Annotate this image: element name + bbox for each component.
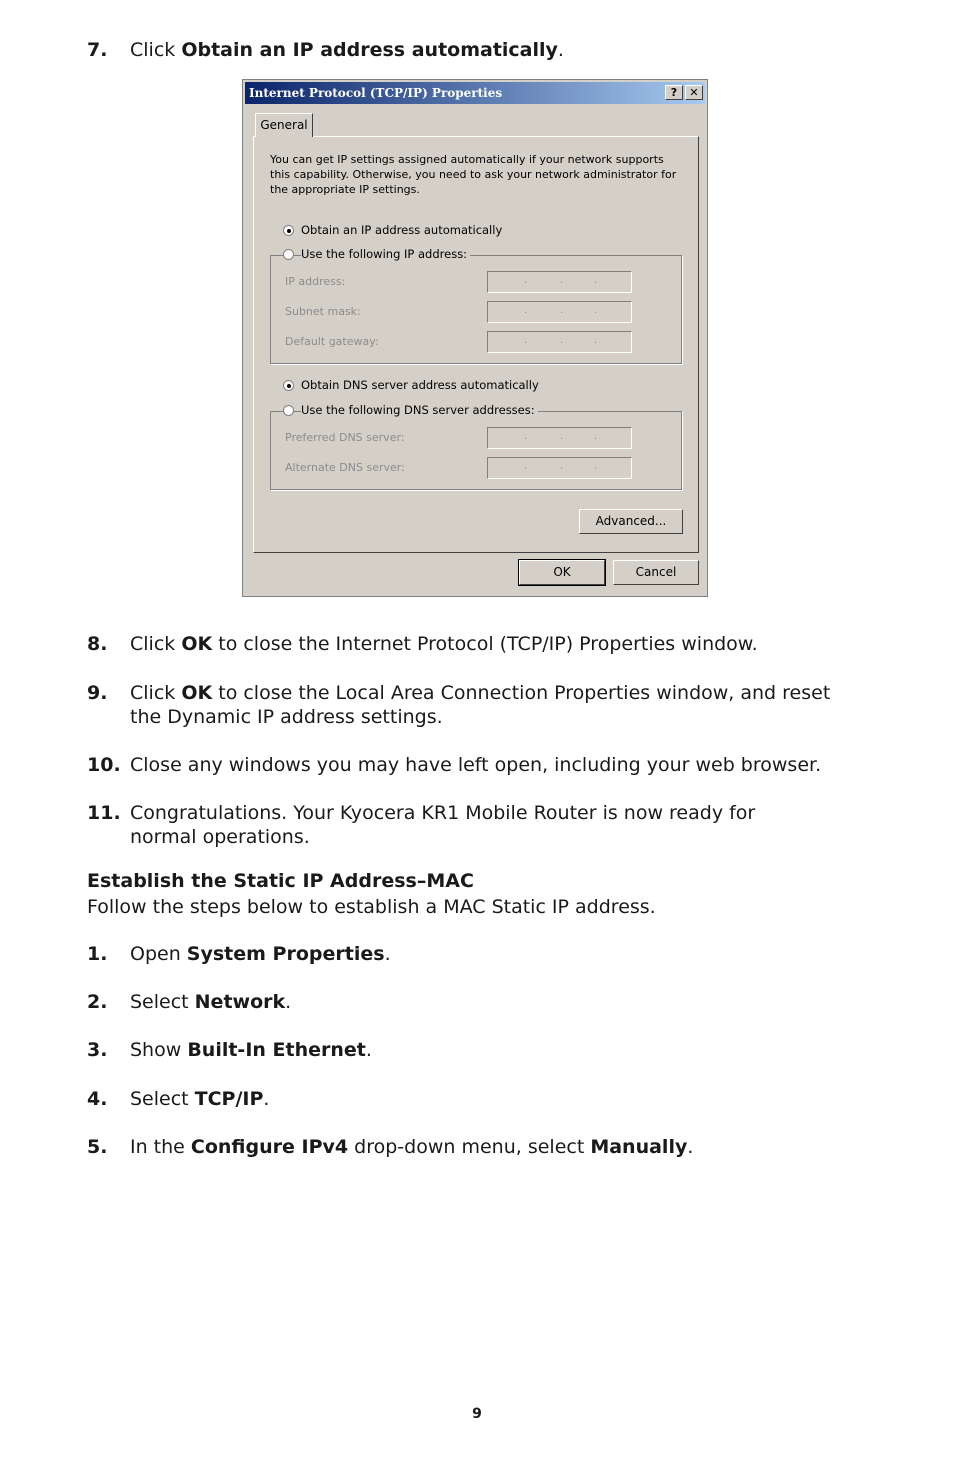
alternate-dns-label: Alternate DNS server: [285,461,405,474]
tab-general[interactable]: General [255,113,313,137]
use-dns-label[interactable]: Use the following DNS server addresses: [301,403,538,417]
step-text: Show Built-In Ethernet. [130,1039,372,1061]
dialog-intro-text: You can get IP settings assigned automatically if your network supports this capability. Otherwise, you need to ask your network administrator for the appropriate IP settings. [270,153,677,196]
obtain-dns-label[interactable]: Obtain DNS server address automatically [301,378,542,392]
default-gateway-label: Default gateway: [285,335,379,348]
step-number: 1. [87,943,108,965]
step-number: 4. [87,1088,108,1110]
step-number: 3. [87,1039,108,1061]
preferred-dns-label: Preferred DNS server: [285,431,405,444]
default-gateway-field[interactable]: . . . [487,331,632,353]
step-text: Select Network. [130,991,292,1013]
obtain-ip-radio[interactable] [283,225,294,236]
advanced-button[interactable]: Advanced... [579,509,683,534]
step-number: 8. [87,633,108,655]
section-intro: Follow the steps below to establish a MAC Static IP address. [87,896,656,918]
use-dns-radio[interactable] [283,405,294,416]
dialog-titlebar [245,82,705,104]
step-text: Select TCP/IP. [130,1088,270,1110]
step-number: 5. [87,1136,108,1158]
cancel-button[interactable]: Cancel [613,560,699,585]
tcpip-properties-dialog [242,79,708,597]
subnet-mask-field[interactable]: . . . [487,301,632,323]
step-number: 2. [87,991,108,1013]
step-text: Open System Properties. [130,943,391,965]
preferred-dns-field[interactable]: . . . [487,427,632,449]
page-number: 9 [472,1406,482,1422]
step-text: Congratulations. Your Kyocera KR1 Mobile Router is now ready for normal operations. [130,802,756,848]
ip-address-label: IP address: [285,275,346,288]
obtain-ip-label[interactable]: Obtain an IP address automatically [301,223,505,237]
obtain-dns-radio[interactable] [283,380,294,391]
alternate-dns-field[interactable]: . . . [487,457,632,479]
step-text: Click OK to close the Internet Protocol (TCP/IP) Properties window. [130,633,758,655]
dialog-title: Internet Protocol (TCP/IP) Properties [249,86,503,100]
step-number: 10. [87,754,121,776]
step-number: 7. [87,39,108,61]
ok-button[interactable]: OK [519,560,605,585]
ip-address-field[interactable]: . . . [487,271,632,293]
step-number: 11. [87,802,121,824]
step-text: Click OK to close the Local Area Connection Properties window, and reset the Dynamic IP address settings. [130,682,831,728]
help-button[interactable]: ? [665,85,683,100]
use-ip-label[interactable]: Use the following IP address: [301,247,470,261]
step-text: Close any windows you may have left open, including your web browser. [130,754,822,776]
step-number: 9. [87,682,108,704]
subnet-mask-label: Subnet mask: [285,305,361,318]
close-button[interactable]: ✕ [685,85,703,100]
step-text: Click Obtain an IP address automatically. [130,39,564,61]
step-text: In the Configure IPv4 drop-down menu, select Manually. [130,1136,694,1158]
use-ip-radio[interactable] [283,249,294,260]
section-heading: Establish the Static IP Address–MAC [87,870,474,892]
